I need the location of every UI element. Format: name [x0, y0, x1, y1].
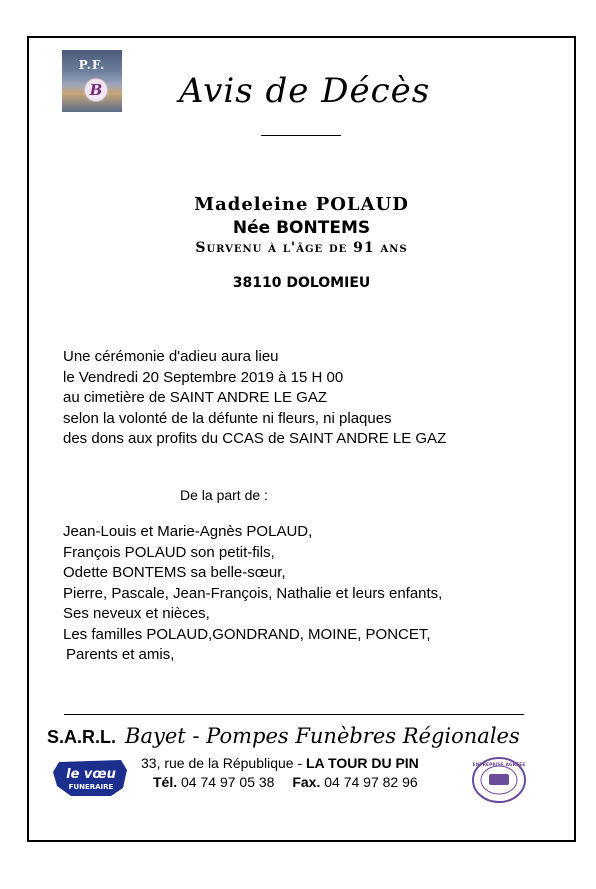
seal-center-badge [489, 774, 509, 785]
pf-logo [62, 50, 122, 112]
deceased-name: Madeleine POLAUD [194, 194, 409, 215]
company-contacts [153, 774, 432, 790]
title-divider [261, 135, 341, 136]
family-line: François POLAUD son petit-fils, [63, 543, 275, 561]
approved-company-seal [471, 756, 527, 804]
fax-label: Fax. [292, 774, 321, 790]
address-city: LA TOUR DU PIN [306, 755, 419, 771]
company-name: Bayet - Pompes Funèbres Régionales [125, 724, 520, 748]
family-line: Les familles POLAUD,GONDRAND, MOINE, PONCET, [63, 625, 431, 643]
family-block [63, 522, 442, 666]
fax-number: 04 74 97 82 96 [324, 774, 418, 790]
from-label: De la part de : [180, 487, 268, 503]
footer-divider [64, 714, 524, 715]
address-street: 33, rue de la République - [141, 755, 306, 771]
pf-logo-letter: B [84, 78, 108, 102]
pf-logo-text: P.F. [78, 58, 106, 72]
family-line: Odette BONTEMS sa belle-sœur, [63, 564, 286, 581]
company-type: S.A.R.L. [47, 727, 117, 747]
ceremony-line: au cimetière de SAINT ANDRE LE GAZ [63, 389, 327, 406]
family-line: Parents et amis, [66, 646, 175, 663]
family-line: Pierre, Pascale, Jean-François, Nathalie et leurs enfants, [63, 584, 443, 602]
seal-text: ENTREPRISE AGRÉÉE [472, 763, 526, 768]
le-voeu-funeraire-logo [51, 758, 131, 798]
city-line: 38110 DOLOMIEU [232, 275, 371, 291]
family-line: Jean-Louis et Marie-Agnès POLAUD, [63, 523, 313, 540]
family-line: Ses neveux et nièces, [63, 605, 210, 622]
age-line: Survenu à l'âge de 91 ans [195, 240, 408, 256]
tel-number: 04 74 97 05 38 [181, 774, 275, 790]
notice-frame [27, 36, 576, 842]
logo-voeu-text: le vœu [66, 767, 116, 782]
company-line [47, 724, 520, 748]
logo-funeraire-text: FUNERAIRE [68, 783, 114, 791]
ceremony-line: des dons aux profits du CCAS de SAINT ANDRE LE GAZ [63, 430, 447, 447]
tel-label: Tél. [153, 774, 178, 790]
maiden-name: Née BONTEMS [232, 218, 371, 238]
ceremony-line: le Vendredi 20 Septembre 2019 à 15 H 00 [63, 368, 344, 386]
ceremony-line: selon la volonté de la défunte ni fleurs, ni plaques [63, 409, 392, 427]
notice-title: Avis de Décès [179, 71, 431, 111]
ceremony-block [63, 347, 446, 450]
company-address [141, 755, 419, 771]
ceremony-line: Une cérémonie d'adieu aura lieu [63, 348, 279, 365]
